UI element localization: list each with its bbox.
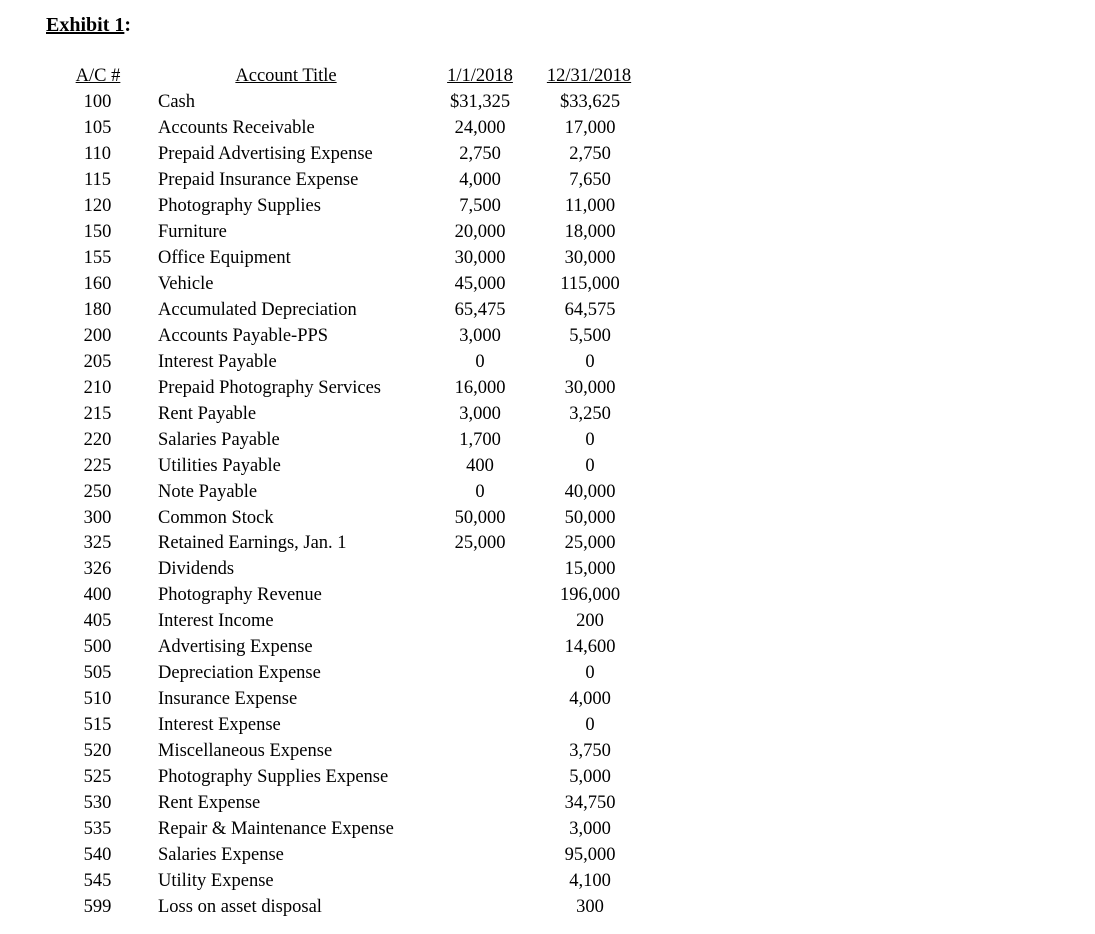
account-title: Interest Payable xyxy=(158,351,277,372)
balance-closing: 3,000 xyxy=(569,819,611,840)
account-title: Prepaid Advertising Expense xyxy=(158,143,373,164)
account-number: 115 xyxy=(83,169,112,190)
account-number: 530 xyxy=(83,793,112,814)
account-number: 225 xyxy=(83,455,112,476)
table-row xyxy=(0,842,1095,868)
table-row xyxy=(0,764,1095,790)
account-number: 535 xyxy=(83,819,112,840)
balance-closing: 11,000 xyxy=(564,195,616,216)
table-row xyxy=(0,868,1095,894)
table-row xyxy=(0,401,1095,427)
balance-closing: 200 xyxy=(576,611,604,632)
header-account-number: A/C # xyxy=(75,66,121,86)
account-title: Furniture xyxy=(158,221,227,242)
balance-closing: 0 xyxy=(585,429,595,450)
balance-closing: 40,000 xyxy=(564,481,616,502)
balance-closing: 3,250 xyxy=(569,403,611,424)
account-number: 110 xyxy=(83,143,112,164)
account-title: Salaries Expense xyxy=(158,845,284,866)
balance-closing: 17,000 xyxy=(564,117,616,138)
balance-closing: 0 xyxy=(585,351,595,372)
balance-closing: 95,000 xyxy=(564,845,616,866)
table-row xyxy=(0,790,1095,816)
balance-closing: 4,000 xyxy=(569,689,611,710)
balance-closing: 4,100 xyxy=(569,871,611,892)
account-number: 326 xyxy=(83,559,112,580)
table-row xyxy=(0,816,1095,842)
table-row xyxy=(0,608,1095,634)
table-row xyxy=(0,245,1095,271)
balance-closing: 30,000 xyxy=(564,247,616,268)
account-number: 105 xyxy=(83,117,112,138)
table-row xyxy=(0,556,1095,582)
balance-closing: 115,000 xyxy=(560,273,620,294)
balance-closing: 2,750 xyxy=(569,143,611,164)
account-title: Advertising Expense xyxy=(158,637,313,658)
account-title: Cash xyxy=(158,92,195,112)
table-row xyxy=(0,323,1095,349)
account-title: Photography Supplies Expense xyxy=(158,767,389,788)
exhibit-label: Exhibit 1 xyxy=(46,14,125,36)
balance-closing: 7,650 xyxy=(569,169,611,190)
header-closing-date: 12/31/2018 xyxy=(546,66,632,86)
table-row xyxy=(0,141,1095,167)
balance-closing: 15,000 xyxy=(564,559,616,580)
account-title: Rent Payable xyxy=(158,403,257,424)
account-title: Rent Expense xyxy=(158,793,261,814)
balance-closing: 25,000 xyxy=(564,533,616,554)
balance-closing: 3,750 xyxy=(569,741,611,762)
account-number: 155 xyxy=(83,247,112,268)
account-number: 400 xyxy=(83,585,112,606)
account-title: Miscellaneous Expense xyxy=(158,741,333,762)
account-title: Accounts Receivable xyxy=(158,117,315,138)
table-header-row xyxy=(0,63,1095,89)
table-row xyxy=(0,349,1095,375)
balance-opening: 16,000 xyxy=(454,377,506,398)
balance-opening: 0 xyxy=(475,481,485,502)
table-row xyxy=(0,660,1095,686)
exhibit-colon: : xyxy=(124,14,132,36)
balance-closing: 0 xyxy=(585,715,595,736)
balance-opening: 45,000 xyxy=(454,273,506,294)
account-title: Retained Earnings, Jan. 1 xyxy=(158,533,347,554)
balance-opening: 7,500 xyxy=(459,195,501,216)
account-title: Note Payable xyxy=(158,481,258,502)
balance-closing: $33,625 xyxy=(559,92,621,112)
balance-opening: 30,000 xyxy=(454,247,506,268)
account-number: 505 xyxy=(83,663,112,684)
balance-closing: 0 xyxy=(585,455,595,476)
table-row xyxy=(0,167,1095,193)
account-title: Salaries Payable xyxy=(158,429,280,450)
balance-closing: 0 xyxy=(585,663,595,684)
table-row xyxy=(0,686,1095,712)
balance-opening: 3,000 xyxy=(459,325,501,346)
account-title: Prepaid Photography Services xyxy=(158,377,381,398)
account-number: 540 xyxy=(83,845,112,866)
table-row xyxy=(0,219,1095,245)
table-row xyxy=(0,453,1095,479)
balance-opening: 4,000 xyxy=(459,169,501,190)
balance-opening: 65,475 xyxy=(454,299,506,320)
account-number: 500 xyxy=(83,637,112,658)
balance-opening: 2,750 xyxy=(459,143,501,164)
account-number: 100 xyxy=(83,92,112,112)
balance-opening: 0 xyxy=(475,351,485,372)
balance-closing: 64,575 xyxy=(564,299,616,320)
account-title: Loss on asset disposal xyxy=(158,897,322,918)
balance-closing: 18,000 xyxy=(564,221,616,242)
table-row xyxy=(0,582,1095,608)
table-row xyxy=(0,738,1095,764)
balance-opening: 25,000 xyxy=(454,533,506,554)
account-number: 520 xyxy=(83,741,112,762)
table-row xyxy=(0,894,1095,920)
table-row xyxy=(0,505,1095,531)
account-title: Accounts Payable-PPS xyxy=(158,325,329,346)
account-number: 515 xyxy=(83,715,112,736)
account-number: 205 xyxy=(83,351,112,372)
account-number: 300 xyxy=(83,507,112,528)
account-title: Accumulated Depreciation xyxy=(158,299,357,320)
account-number: 510 xyxy=(83,689,112,710)
table-row xyxy=(0,479,1095,505)
balance-opening: 3,000 xyxy=(459,403,501,424)
account-number: 200 xyxy=(83,325,112,346)
table-row xyxy=(0,297,1095,323)
table-row xyxy=(0,193,1095,219)
account-number: 250 xyxy=(83,481,112,502)
balance-closing: 5,000 xyxy=(569,767,611,788)
balance-closing: 5,500 xyxy=(569,325,611,346)
account-number: 599 xyxy=(83,897,112,918)
table-row xyxy=(0,89,1095,115)
account-number: 545 xyxy=(83,871,112,892)
table-row xyxy=(0,712,1095,738)
balance-closing: 50,000 xyxy=(564,507,616,528)
account-number: 525 xyxy=(83,767,112,788)
balance-opening: 1,700 xyxy=(459,429,501,450)
account-title: Office Equipment xyxy=(158,247,291,268)
account-title: Insurance Expense xyxy=(158,689,298,710)
balance-opening: $31,325 xyxy=(449,92,511,112)
balance-opening: 20,000 xyxy=(454,221,506,242)
account-number: 160 xyxy=(83,273,112,294)
table-row xyxy=(0,115,1095,141)
account-title: Photography Supplies xyxy=(158,195,321,216)
account-number: 325 xyxy=(83,533,112,554)
table-row xyxy=(0,375,1095,401)
header-opening-date: 1/1/2018 xyxy=(447,66,513,86)
balance-closing: 300 xyxy=(576,897,604,918)
account-title: Interest Expense xyxy=(158,715,281,736)
account-number: 120 xyxy=(83,195,112,216)
balance-opening: 50,000 xyxy=(454,507,506,528)
account-number: 220 xyxy=(83,429,112,450)
balance-closing: 34,750 xyxy=(564,793,616,814)
table-row xyxy=(0,530,1095,556)
table-row xyxy=(0,427,1095,453)
table-row xyxy=(0,271,1095,297)
account-number: 215 xyxy=(83,403,112,424)
account-number: 150 xyxy=(83,221,112,242)
account-number: 180 xyxy=(83,299,112,320)
header-account-title: Account Title xyxy=(235,66,337,86)
account-title: Interest Income xyxy=(158,611,274,632)
balance-closing: 30,000 xyxy=(564,377,616,398)
balance-closing: 14,600 xyxy=(564,637,616,658)
account-number: 405 xyxy=(83,611,112,632)
account-title: Repair & Maintenance Expense xyxy=(158,819,394,840)
account-title: Common Stock xyxy=(158,507,274,528)
account-title: Photography Revenue xyxy=(158,585,322,606)
account-title: Utility Expense xyxy=(158,871,274,892)
account-number: 210 xyxy=(83,377,112,398)
table-row xyxy=(0,634,1095,660)
balance-opening: 24,000 xyxy=(454,117,506,138)
account-title: Dividends xyxy=(158,559,235,580)
account-title: Utilities Payable xyxy=(158,455,281,476)
account-title: Vehicle xyxy=(158,273,214,294)
account-title: Prepaid Insurance Expense xyxy=(158,169,359,190)
account-title: Depreciation Expense xyxy=(158,663,321,684)
balance-closing: 196,000 xyxy=(559,585,621,606)
balance-opening: 400 xyxy=(466,455,494,476)
